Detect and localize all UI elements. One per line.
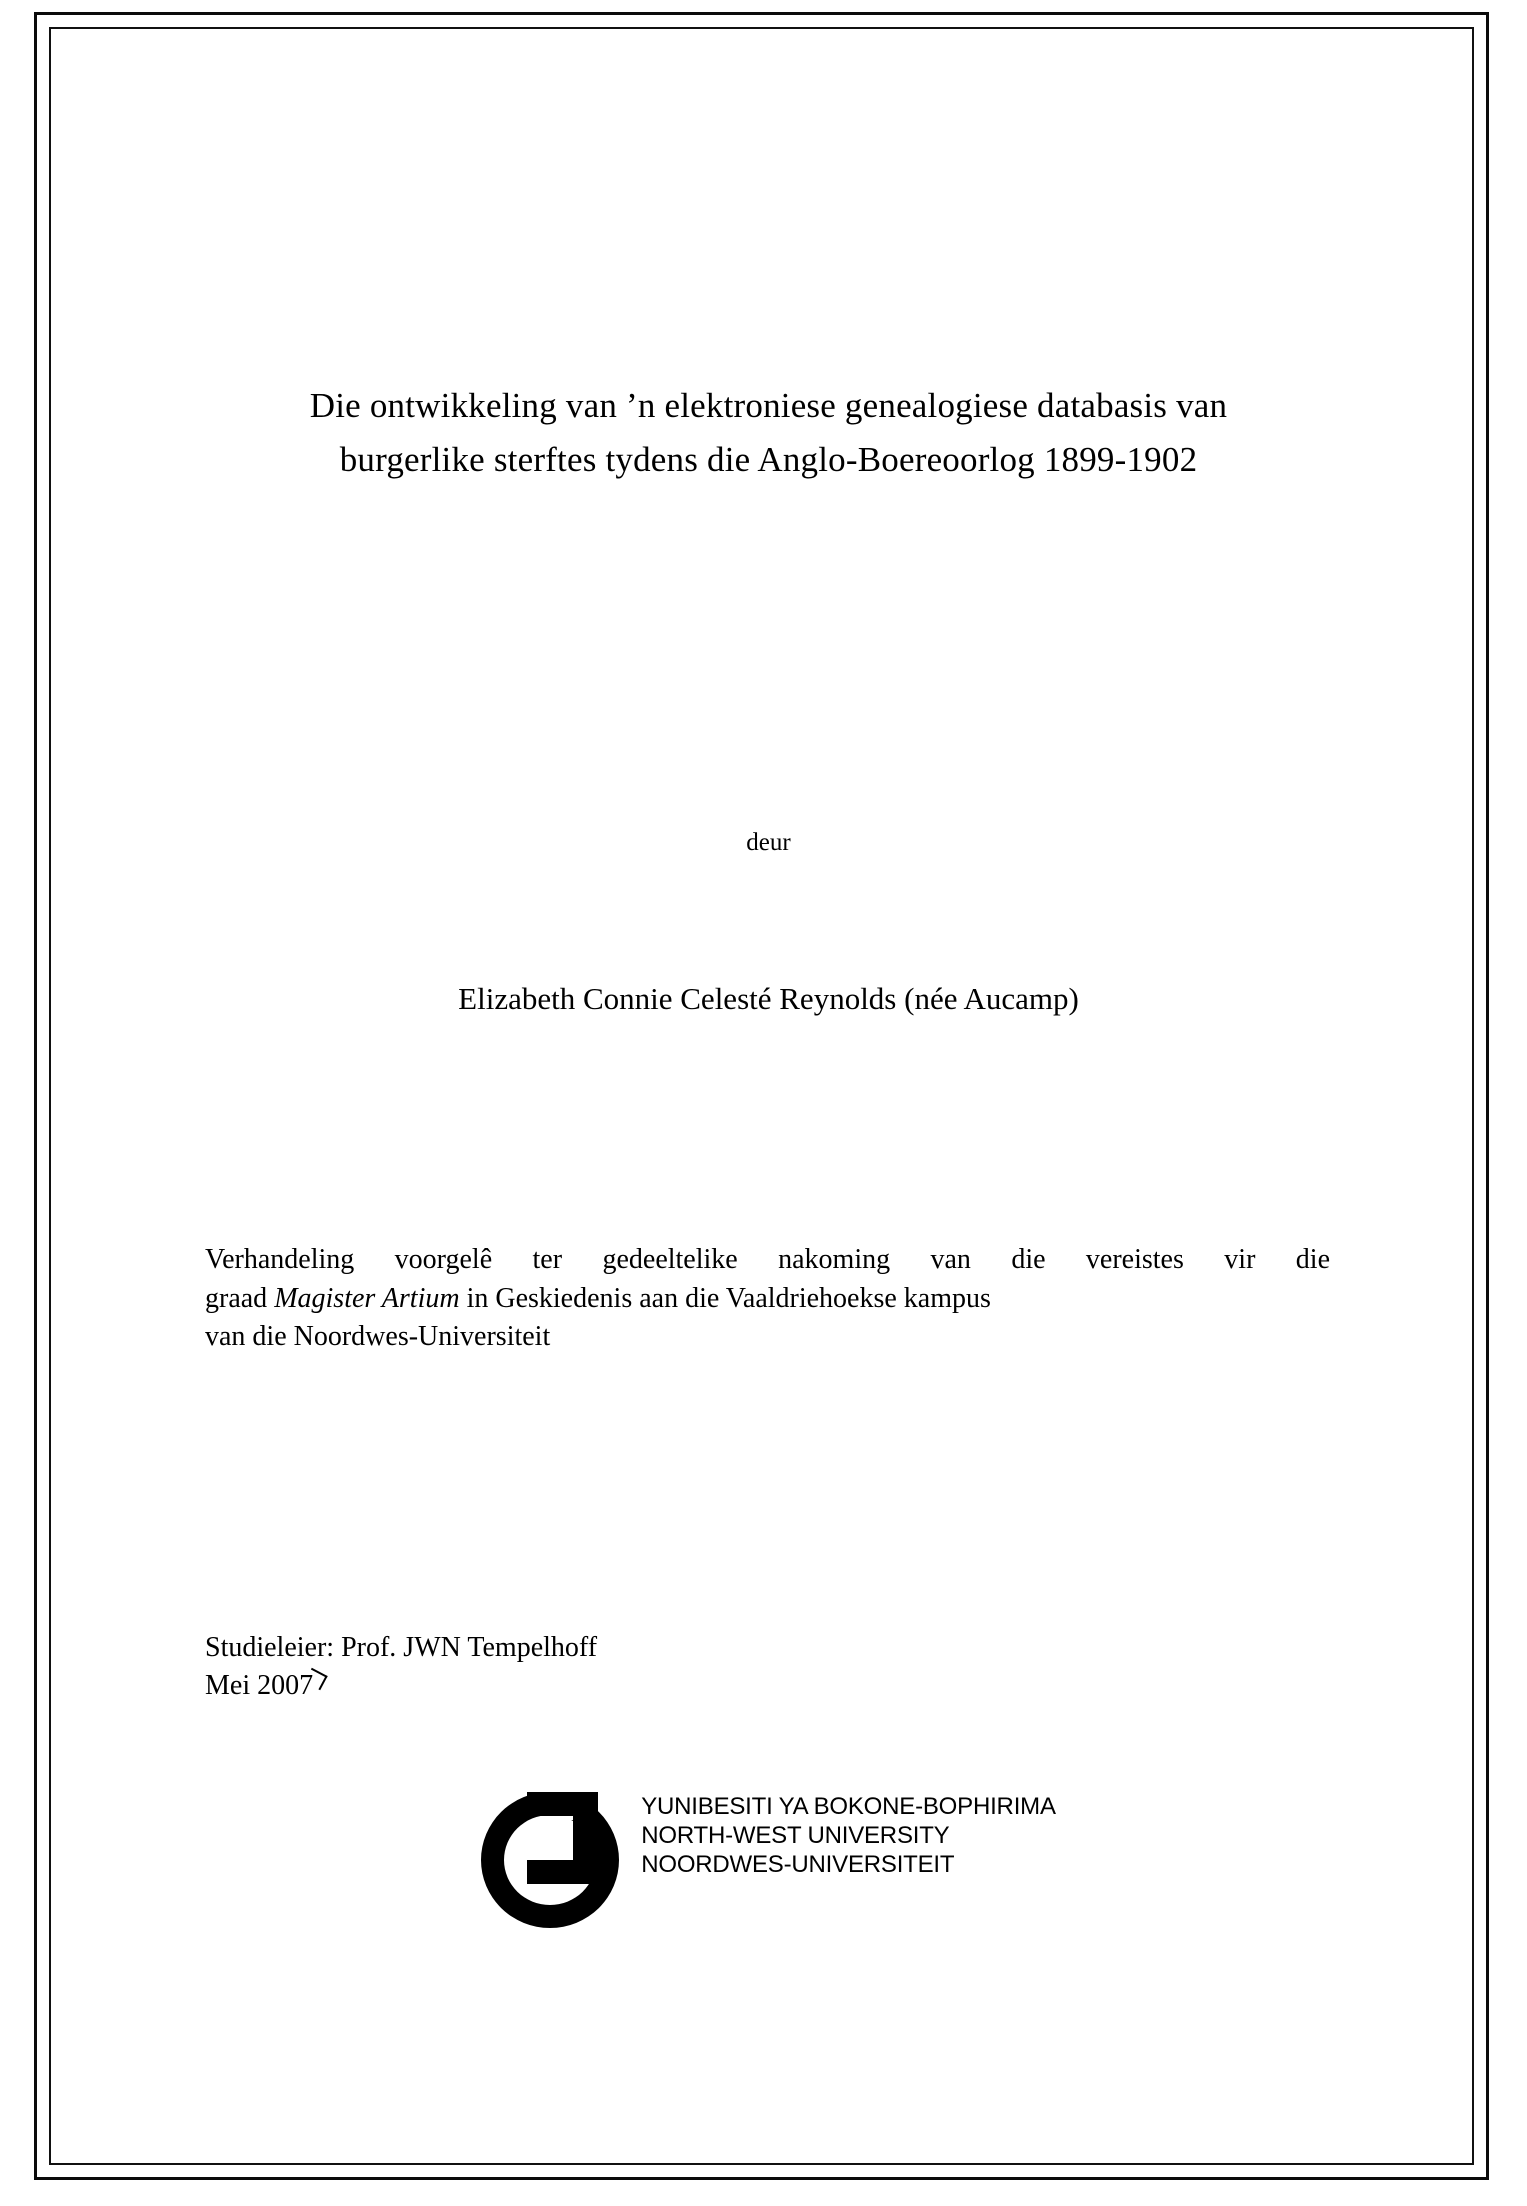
statement-line-2: [205, 1280, 1330, 1319]
nwu-logo-icon: [481, 1784, 631, 1889]
title-line-2: burgerlike sterftes tydens die Anglo-Boereoorlog 1899-1902: [339, 440, 1198, 480]
page-inner-border: [49, 27, 1474, 2165]
page-title: [201, 379, 1336, 488]
university-logo: [201, 1784, 1336, 1889]
logo-text-block: [641, 1793, 1056, 1879]
byline-label: deur: [746, 829, 791, 856]
logo-text-line-1: YUNIBESITI YA BOKONE-BOPHIRIMA: [641, 1793, 1056, 1821]
title-line-1: Die ontwikkeling van ’n elektroniese genealogiese databasis van: [309, 386, 1228, 425]
logo-text-line-3: NOORDWES-UNIVERSITEIT: [641, 1850, 955, 1878]
degree-name: Magister Artium: [274, 1282, 460, 1314]
degree-statement: [205, 1241, 1330, 1357]
date-line: Mei 2007: [205, 1669, 314, 1701]
logo-bottom-bar: [527, 1860, 597, 1884]
supervisor-block: [205, 1629, 597, 1705]
statement-line-1: Verhandeling voorgelê ter gedeeltelike nakoming van die vereistes vir die: [205, 1244, 1330, 1275]
logo-text-line-2: NORTH-WEST UNIVERSITY: [641, 1822, 950, 1850]
author-name: Elizabeth Connie Celesté Reynolds (née Aucamp): [458, 981, 1079, 1016]
supervisor-line: Studieleier: Prof. JWN Tempelhoff: [205, 1632, 598, 1663]
page-content: [201, 29, 1336, 2163]
statement-line-2-before: graad: [205, 1282, 275, 1314]
scanned-page-border: [34, 12, 1489, 2180]
date-line-wrap: [205, 1667, 313, 1705]
statement-line-3: van die Noordwes-Universiteit: [205, 1321, 551, 1353]
statement-line-2-after: in Geskiedenis aan die Vaaldriehoekse kampus: [459, 1282, 991, 1314]
